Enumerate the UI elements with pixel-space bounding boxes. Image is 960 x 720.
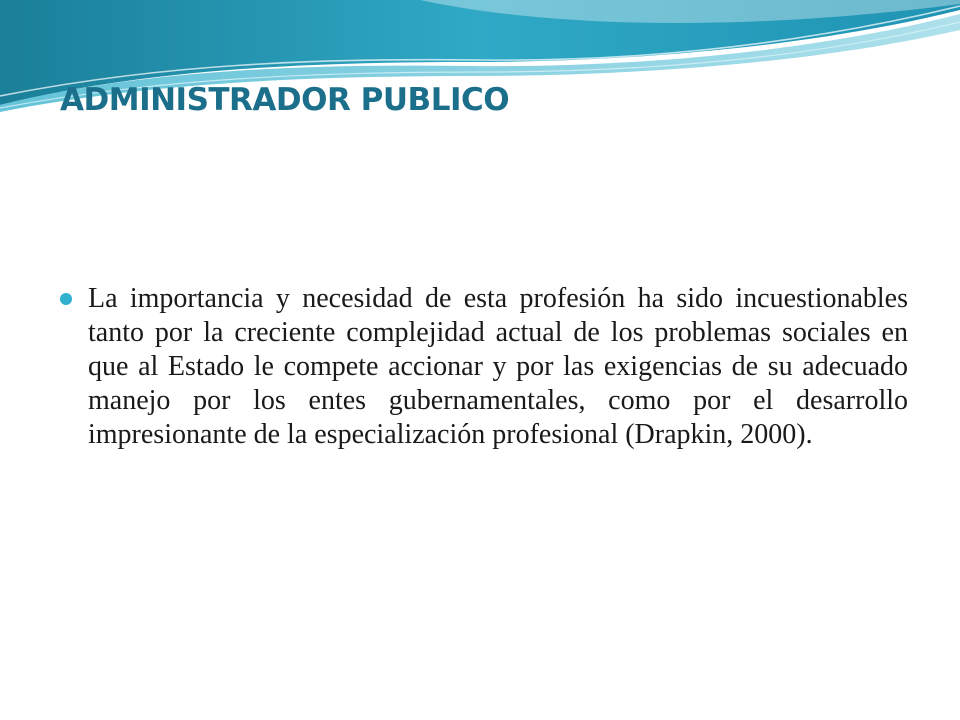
bullet-list xyxy=(60,282,908,452)
list-item xyxy=(60,282,908,452)
slide-title: ADMINISTRADOR PUBLICO xyxy=(60,82,510,118)
bullet-dot-icon xyxy=(60,293,72,305)
bullet-text: La importancia y necesidad de esta profesión ha sido incuestionables tanto por la creciente complejidad actual de los problemas sociales en que al Estado le compete accionar y por las exigencias de su adecuado manejo por los entes gubernamentales, como por el desarrollo impresionante de la especialización profesional (Drapkin, 2000). xyxy=(88,283,908,450)
